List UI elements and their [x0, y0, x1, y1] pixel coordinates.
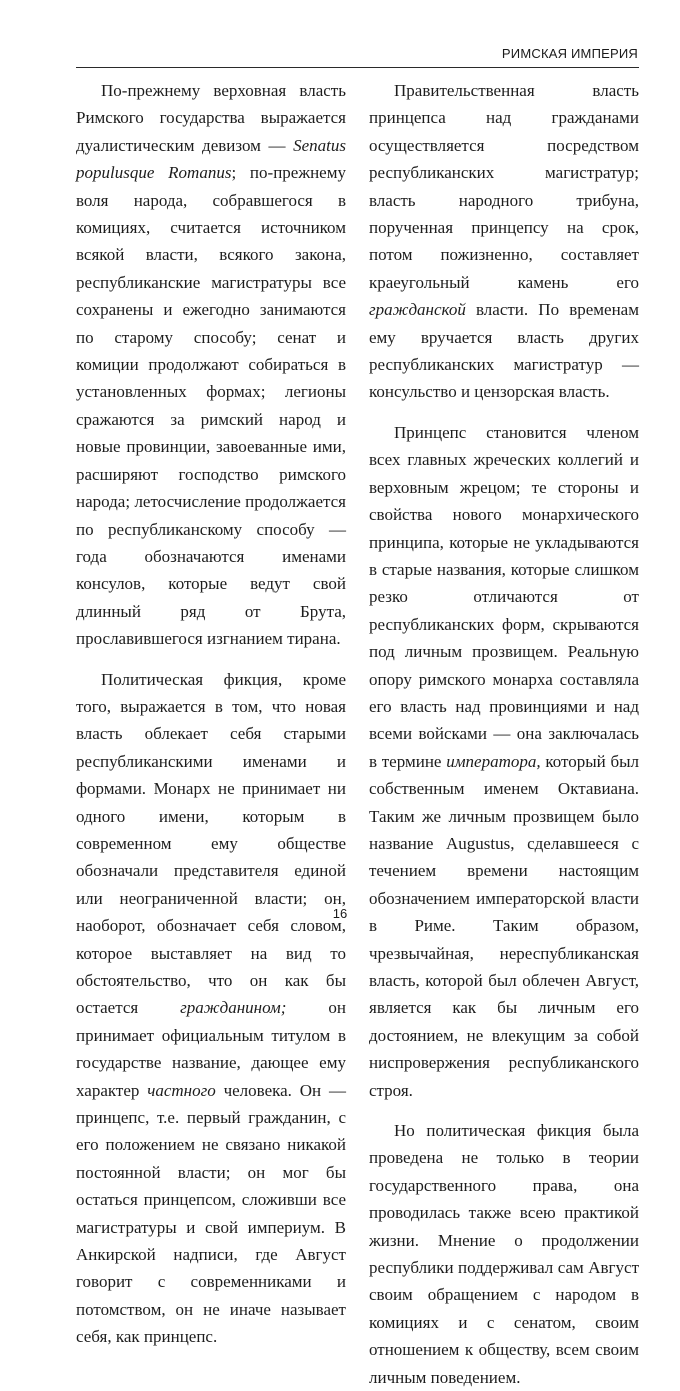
left-text-column [76, 77, 346, 1351]
running-header-title: РИМСКАЯ ИМПЕРИЯ [501, 46, 638, 61]
right-paragraph-1 [369, 77, 639, 406]
right-paragraph-2 [369, 419, 639, 1104]
left-paragraph-1 [76, 77, 346, 653]
right-text-column [369, 77, 639, 1391]
italic-term: императора, [446, 751, 541, 771]
text-run: который был собственным именем Октавиана. Таким же личным прозвищем было название Augustus, сделавшееся с течением времени настоящим обозначением императорской власти в Риме. Таким образом, чрезвычайная, нереспубликанская власть, которой был облечен Август, является как бы личным его достоянием, не влекущим за собой ниспровержения республиканского строя. [369, 751, 639, 1100]
header-divider [76, 67, 639, 68]
left-paragraph-2 [76, 666, 346, 1351]
italic-term: гражданином; [180, 998, 287, 1018]
text-run: ; по-прежнему воля народа, собравшегося в комициях, считается источником всякой власти, всякого закона, республиканские магистратуры все сохранены и ежегодно занимаются по старому способу; сенат и комиции продолжают собираться в установленных формах; легионы сражаются за римский народ и новые провинции, завоеванные ими, расширяют господство римского народа; летосчисление продолжается по республиканскому способу — года обозначаются именами консулов, которые ведут свой длинный ряд от Брута, прославившегося изгнанием тирана. [76, 163, 346, 649]
text-run: власти. По временам ему вручается власть других республиканских магистратур — консульство и цензорская власть. [369, 300, 639, 402]
text-run: Политическая фикция, кроме того, выражается в том, что новая власть облекает себя старыми республиканскими именами и формами. Монарх не принимает ни одного имени, которым в современном ему обществе обозначали представителя единой или неограниченной власти; он, наоборот, обозначает себя словом, которое выставляет на вид то обстоятельство, что он как бы остается [76, 669, 346, 1018]
italic-term: частного [147, 1080, 216, 1100]
page-number: 16 [332, 906, 348, 921]
right-paragraph-3 [369, 1117, 639, 1391]
text-run: По-прежнему верховная власть Римского государства выражается дуалистическим девизом — [76, 81, 346, 155]
text-run: Но политическая фикция была проведена не только в теории государственного права, она проводилась также всею практикой жизни. Мнение о продолжении республики поддерживал сам Август своим обращением с народом в комициях и с сенатом, своим отношением к обществу, всем своим личным поведением. [369, 1121, 639, 1387]
text-run: он принимает официальным титулом в государстве название, дающее ему характер [76, 998, 346, 1100]
italic-latin-phrase: Senatus populusque Romanus [76, 135, 346, 183]
text-run: Принцепс становится членом всех главных жреческих коллегий и верховным жрецом; те стороны и свойства нового монархического принципа, которые не укладываются в старые названия, которые слишком резко отличаются от республиканских форм, скрываются под личным прозвищем. Реальную опору римского монарха составляла его власть над провинциями и над всеми войсками — она заключалась в термине [369, 422, 639, 771]
text-run: человека. Он — принцепс, т.е. первый гражданин, с его положением не связано никакой постоянной власти; он мог бы остаться принцепсом, сложивши все магистратуры и свой империум. В Анкирской надписи, где Август говорит с современниками и потомством, он не иначе называет себя, как принцепс. [76, 1080, 346, 1347]
italic-term: гражданской [369, 300, 466, 320]
text-run: Правительственная власть принцепса над гражданами осуществляется посредством республиканских магистратур; власть народного трибуна, порученная принцепсу на срок, потом пожизненно, составляет краеугольный камень его [369, 81, 639, 292]
